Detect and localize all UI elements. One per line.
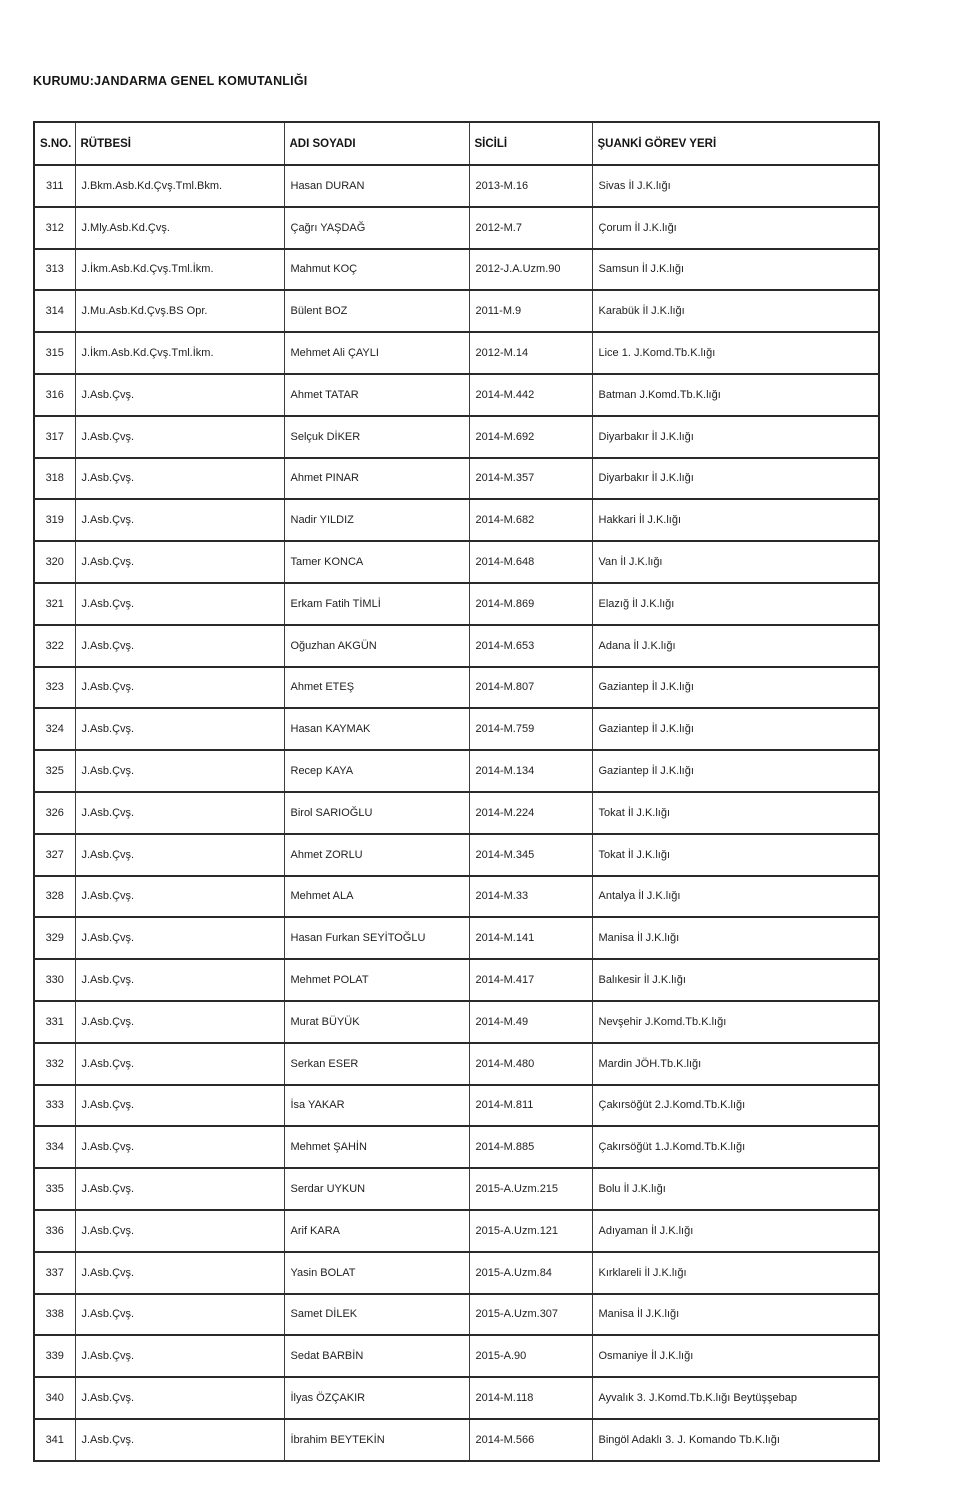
table-row bbox=[34, 458, 879, 500]
cell-adi-soyadi: İlyas ÖZÇAKIR bbox=[284, 1377, 469, 1419]
cell-sicili: 2014-M.885 bbox=[469, 1126, 592, 1168]
table-row bbox=[34, 249, 879, 291]
table-row bbox=[34, 876, 879, 918]
cell-adi-soyadi: Ahmet ETEŞ bbox=[284, 667, 469, 709]
cell-sicili: 2014-M.480 bbox=[469, 1043, 592, 1085]
table-row bbox=[34, 1294, 879, 1336]
cell-adi-soyadi: Tamer KONCA bbox=[284, 541, 469, 583]
cell-sicili: 2014-M.141 bbox=[469, 917, 592, 959]
cell-sno: 314 bbox=[34, 290, 75, 332]
cell-rutbesi: J.Asb.Çvş. bbox=[75, 917, 284, 959]
cell-adi-soyadi: Mehmet ŞAHİN bbox=[284, 1126, 469, 1168]
cell-gorev-yeri: Çorum İl J.K.lığı bbox=[592, 207, 879, 249]
cell-rutbesi: J.Asb.Çvş. bbox=[75, 708, 284, 750]
cell-sicili: 2014-M.653 bbox=[469, 625, 592, 667]
cell-gorev-yeri: Mardin JÖH.Tb.K.lığı bbox=[592, 1043, 879, 1085]
cell-rutbesi: J.Asb.Çvş. bbox=[75, 1419, 284, 1461]
cell-sno: 340 bbox=[34, 1377, 75, 1419]
cell-sno: 334 bbox=[34, 1126, 75, 1168]
cell-sno: 335 bbox=[34, 1168, 75, 1210]
cell-sicili: 2014-M.869 bbox=[469, 583, 592, 625]
cell-sicili: 2014-M.33 bbox=[469, 876, 592, 918]
cell-adi-soyadi: Serkan ESER bbox=[284, 1043, 469, 1085]
cell-sicili: 2014-M.692 bbox=[469, 416, 592, 458]
cell-adi-soyadi: Mehmet ALA bbox=[284, 876, 469, 918]
cell-adi-soyadi: Hasan KAYMAK bbox=[284, 708, 469, 750]
table-row bbox=[34, 750, 879, 792]
cell-sicili: 2014-M.345 bbox=[469, 834, 592, 876]
table-header-row bbox=[34, 122, 879, 165]
cell-sicili: 2015-A.Uzm.307 bbox=[469, 1294, 592, 1336]
cell-sno: 338 bbox=[34, 1294, 75, 1336]
cell-rutbesi: J.Asb.Çvş. bbox=[75, 1126, 284, 1168]
column-header: RÜTBESİ bbox=[75, 122, 284, 165]
cell-adi-soyadi: Arif KARA bbox=[284, 1210, 469, 1252]
table-row bbox=[34, 499, 879, 541]
cell-rutbesi: J.Asb.Çvş. bbox=[75, 1335, 284, 1377]
cell-rutbesi: J.Asb.Çvş. bbox=[75, 374, 284, 416]
cell-rutbesi: J.Mly.Asb.Kd.Çvş. bbox=[75, 207, 284, 249]
cell-sicili: 2014-M.807 bbox=[469, 667, 592, 709]
cell-rutbesi: J.Mu.Asb.Kd.Çvş.BS Opr. bbox=[75, 290, 284, 332]
cell-rutbesi: J.İkm.Asb.Kd.Çvş.Tml.İkm. bbox=[75, 332, 284, 374]
cell-gorev-yeri: Çakırsöğüt 2.J.Komd.Tb.K.lığı bbox=[592, 1085, 879, 1127]
cell-sno: 315 bbox=[34, 332, 75, 374]
cell-sno: 319 bbox=[34, 499, 75, 541]
cell-sno: 341 bbox=[34, 1419, 75, 1461]
cell-gorev-yeri: Tokat İl J.K.lığı bbox=[592, 792, 879, 834]
cell-gorev-yeri: Osmaniye İl J.K.lığı bbox=[592, 1335, 879, 1377]
cell-sno: 323 bbox=[34, 667, 75, 709]
cell-rutbesi: J.Asb.Çvş. bbox=[75, 458, 284, 500]
cell-sicili: 2014-M.682 bbox=[469, 499, 592, 541]
cell-adi-soyadi: Serdar UYKUN bbox=[284, 1168, 469, 1210]
cell-sicili: 2014-M.417 bbox=[469, 959, 592, 1001]
cell-sno: 316 bbox=[34, 374, 75, 416]
cell-gorev-yeri: Adana İl J.K.lığı bbox=[592, 625, 879, 667]
table-row bbox=[34, 792, 879, 834]
cell-gorev-yeri: Van İl J.K.lığı bbox=[592, 541, 879, 583]
cell-rutbesi: J.Asb.Çvş. bbox=[75, 416, 284, 458]
table-row bbox=[34, 625, 879, 667]
cell-sno: 325 bbox=[34, 750, 75, 792]
cell-sicili: 2015-A.Uzm.84 bbox=[469, 1252, 592, 1294]
cell-gorev-yeri: Sivas İl J.K.lığı bbox=[592, 165, 879, 207]
cell-sicili: 2014-M.224 bbox=[469, 792, 592, 834]
cell-adi-soyadi: Mehmet POLAT bbox=[284, 959, 469, 1001]
cell-gorev-yeri: Bingöl Adaklı 3. J. Komando Tb.K.lığı bbox=[592, 1419, 879, 1461]
cell-gorev-yeri: Çakırsöğüt 1.J.Komd.Tb.K.lığı bbox=[592, 1126, 879, 1168]
table-row bbox=[34, 1126, 879, 1168]
cell-adi-soyadi: Erkam Fatih TİMLİ bbox=[284, 583, 469, 625]
table-row bbox=[34, 667, 879, 709]
cell-sno: 332 bbox=[34, 1043, 75, 1085]
cell-adi-soyadi: Nadir YILDIZ bbox=[284, 499, 469, 541]
cell-rutbesi: J.Asb.Çvş. bbox=[75, 750, 284, 792]
personnel-table bbox=[33, 121, 880, 1462]
cell-sno: 324 bbox=[34, 708, 75, 750]
cell-adi-soyadi: İsa YAKAR bbox=[284, 1085, 469, 1127]
table-row bbox=[34, 416, 879, 458]
cell-gorev-yeri: Adıyaman İl J.K.lığı bbox=[592, 1210, 879, 1252]
cell-adi-soyadi: Yasin BOLAT bbox=[284, 1252, 469, 1294]
column-header: ADI SOYADI bbox=[284, 122, 469, 165]
cell-adi-soyadi: Selçuk DİKER bbox=[284, 416, 469, 458]
cell-adi-soyadi: Mehmet Ali ÇAYLI bbox=[284, 332, 469, 374]
column-header: ŞUANKİ GÖREV YERİ bbox=[592, 122, 879, 165]
cell-sno: 312 bbox=[34, 207, 75, 249]
cell-sno: 328 bbox=[34, 876, 75, 918]
cell-gorev-yeri: Tokat İl J.K.lığı bbox=[592, 834, 879, 876]
cell-sno: 318 bbox=[34, 458, 75, 500]
cell-gorev-yeri: Gaziantep İl J.K.lığı bbox=[592, 667, 879, 709]
table-row bbox=[34, 1085, 879, 1127]
cell-rutbesi: J.Asb.Çvş. bbox=[75, 1085, 284, 1127]
table-row bbox=[34, 1001, 879, 1043]
table-row bbox=[34, 917, 879, 959]
cell-sno: 330 bbox=[34, 959, 75, 1001]
cell-sno: 336 bbox=[34, 1210, 75, 1252]
cell-gorev-yeri: Balıkesir İl J.K.lığı bbox=[592, 959, 879, 1001]
cell-rutbesi: J.Asb.Çvş. bbox=[75, 876, 284, 918]
cell-sno: 321 bbox=[34, 583, 75, 625]
cell-adi-soyadi: Hasan Furkan SEYİTOĞLU bbox=[284, 917, 469, 959]
cell-gorev-yeri: Gaziantep İl J.K.lığı bbox=[592, 750, 879, 792]
cell-gorev-yeri: Batman J.Komd.Tb.K.lığı bbox=[592, 374, 879, 416]
cell-gorev-yeri: Manisa İl J.K.lığı bbox=[592, 1294, 879, 1336]
cell-sicili: 2014-M.811 bbox=[469, 1085, 592, 1127]
table-row bbox=[34, 374, 879, 416]
cell-adi-soyadi: Hasan DURAN bbox=[284, 165, 469, 207]
cell-sno: 311 bbox=[34, 165, 75, 207]
cell-rutbesi: J.Asb.Çvş. bbox=[75, 1001, 284, 1043]
cell-adi-soyadi: Ahmet PINAR bbox=[284, 458, 469, 500]
cell-sicili: 2014-M.357 bbox=[469, 458, 592, 500]
table-row bbox=[34, 834, 879, 876]
table-row bbox=[34, 583, 879, 625]
table-row bbox=[34, 1043, 879, 1085]
table-row bbox=[34, 1377, 879, 1419]
table-body bbox=[34, 165, 879, 1461]
table-row bbox=[34, 1335, 879, 1377]
cell-sicili: 2014-M.759 bbox=[469, 708, 592, 750]
table-row bbox=[34, 165, 879, 207]
cell-adi-soyadi: Ahmet TATAR bbox=[284, 374, 469, 416]
cell-sno: 317 bbox=[34, 416, 75, 458]
cell-gorev-yeri: Ayvalık 3. J.Komd.Tb.K.lığı Beytüşşebap bbox=[592, 1377, 879, 1419]
cell-adi-soyadi: Çağrı YAŞDAĞ bbox=[284, 207, 469, 249]
cell-gorev-yeri: Gaziantep İl J.K.lığı bbox=[592, 708, 879, 750]
table-row bbox=[34, 1168, 879, 1210]
cell-sicili: 2012-J.A.Uzm.90 bbox=[469, 249, 592, 291]
cell-sno: 320 bbox=[34, 541, 75, 583]
table-row bbox=[34, 708, 879, 750]
cell-rutbesi: J.Asb.Çvş. bbox=[75, 583, 284, 625]
cell-sno: 333 bbox=[34, 1085, 75, 1127]
cell-sicili: 2015-A.Uzm.215 bbox=[469, 1168, 592, 1210]
table-row bbox=[34, 1210, 879, 1252]
cell-sicili: 2011-M.9 bbox=[469, 290, 592, 332]
cell-sno: 313 bbox=[34, 249, 75, 291]
cell-rutbesi: J.Asb.Çvş. bbox=[75, 1043, 284, 1085]
cell-sicili: 2014-M.49 bbox=[469, 1001, 592, 1043]
cell-gorev-yeri: Samsun İl J.K.lığı bbox=[592, 249, 879, 291]
cell-sicili: 2015-A.Uzm.121 bbox=[469, 1210, 592, 1252]
cell-rutbesi: J.İkm.Asb.Kd.Çvş.Tml.İkm. bbox=[75, 249, 284, 291]
table-row bbox=[34, 541, 879, 583]
cell-rutbesi: J.Asb.Çvş. bbox=[75, 667, 284, 709]
cell-sicili: 2014-M.118 bbox=[469, 1377, 592, 1419]
page-title: KURUMU:JANDARMA GENEL KOMUTANLIĞI bbox=[33, 74, 308, 88]
cell-adi-soyadi: Murat BÜYÜK bbox=[284, 1001, 469, 1043]
cell-rutbesi: J.Asb.Çvş. bbox=[75, 625, 284, 667]
cell-sicili: 2015-A.90 bbox=[469, 1335, 592, 1377]
cell-adi-soyadi: Recep KAYA bbox=[284, 750, 469, 792]
cell-sno: 322 bbox=[34, 625, 75, 667]
cell-adi-soyadi: İbrahim BEYTEKİN bbox=[284, 1419, 469, 1461]
cell-sicili: 2012-M.7 bbox=[469, 207, 592, 249]
cell-sicili: 2013-M.16 bbox=[469, 165, 592, 207]
cell-adi-soyadi: Oğuzhan AKGÜN bbox=[284, 625, 469, 667]
table-row bbox=[34, 959, 879, 1001]
cell-sicili: 2014-M.566 bbox=[469, 1419, 592, 1461]
cell-rutbesi: J.Asb.Çvş. bbox=[75, 834, 284, 876]
cell-gorev-yeri: Diyarbakır İl J.K.lığı bbox=[592, 416, 879, 458]
table-row bbox=[34, 207, 879, 249]
cell-gorev-yeri: Nevşehir J.Komd.Tb.K.lığı bbox=[592, 1001, 879, 1043]
column-header: SİCİLİ bbox=[469, 122, 592, 165]
cell-rutbesi: J.Asb.Çvş. bbox=[75, 541, 284, 583]
cell-rutbesi: J.Asb.Çvş. bbox=[75, 792, 284, 834]
cell-gorev-yeri: Manisa İl J.K.lığı bbox=[592, 917, 879, 959]
cell-sicili: 2014-M.442 bbox=[469, 374, 592, 416]
cell-adi-soyadi: Sedat BARBİN bbox=[284, 1335, 469, 1377]
cell-sicili: 2014-M.134 bbox=[469, 750, 592, 792]
cell-adi-soyadi: Birol SARIOĞLU bbox=[284, 792, 469, 834]
cell-sicili: 2012-M.14 bbox=[469, 332, 592, 374]
cell-sno: 337 bbox=[34, 1252, 75, 1294]
cell-gorev-yeri: Hakkari İl J.K.lığı bbox=[592, 499, 879, 541]
cell-gorev-yeri: Kırklareli İl J.K.lığı bbox=[592, 1252, 879, 1294]
cell-rutbesi: J.Asb.Çvş. bbox=[75, 1168, 284, 1210]
cell-rutbesi: J.Bkm.Asb.Kd.Çvş.Tml.Bkm. bbox=[75, 165, 284, 207]
cell-gorev-yeri: Elazığ İl J.K.lığı bbox=[592, 583, 879, 625]
table-row bbox=[34, 290, 879, 332]
cell-rutbesi: J.Asb.Çvş. bbox=[75, 1252, 284, 1294]
cell-gorev-yeri: Antalya İl J.K.lığı bbox=[592, 876, 879, 918]
cell-rutbesi: J.Asb.Çvş. bbox=[75, 1377, 284, 1419]
cell-rutbesi: J.Asb.Çvş. bbox=[75, 1294, 284, 1336]
cell-gorev-yeri: Karabük İl J.K.lığı bbox=[592, 290, 879, 332]
cell-adi-soyadi: Mahmut KOÇ bbox=[284, 249, 469, 291]
cell-gorev-yeri: Bolu İl J.K.lığı bbox=[592, 1168, 879, 1210]
cell-rutbesi: J.Asb.Çvş. bbox=[75, 959, 284, 1001]
cell-gorev-yeri: Lice 1. J.Komd.Tb.K.lığı bbox=[592, 332, 879, 374]
cell-sno: 329 bbox=[34, 917, 75, 959]
column-header: S.NO. bbox=[34, 122, 75, 165]
table-row bbox=[34, 1252, 879, 1294]
cell-sicili: 2014-M.648 bbox=[469, 541, 592, 583]
cell-sno: 326 bbox=[34, 792, 75, 834]
cell-gorev-yeri: Diyarbakır İl J.K.lığı bbox=[592, 458, 879, 500]
cell-sno: 339 bbox=[34, 1335, 75, 1377]
table-row bbox=[34, 1419, 879, 1461]
cell-adi-soyadi: Samet DİLEK bbox=[284, 1294, 469, 1336]
cell-adi-soyadi: Bülent BOZ bbox=[284, 290, 469, 332]
table-row bbox=[34, 332, 879, 374]
cell-sno: 327 bbox=[34, 834, 75, 876]
cell-adi-soyadi: Ahmet ZORLU bbox=[284, 834, 469, 876]
cell-rutbesi: J.Asb.Çvş. bbox=[75, 1210, 284, 1252]
cell-rutbesi: J.Asb.Çvş. bbox=[75, 499, 284, 541]
cell-sno: 331 bbox=[34, 1001, 75, 1043]
